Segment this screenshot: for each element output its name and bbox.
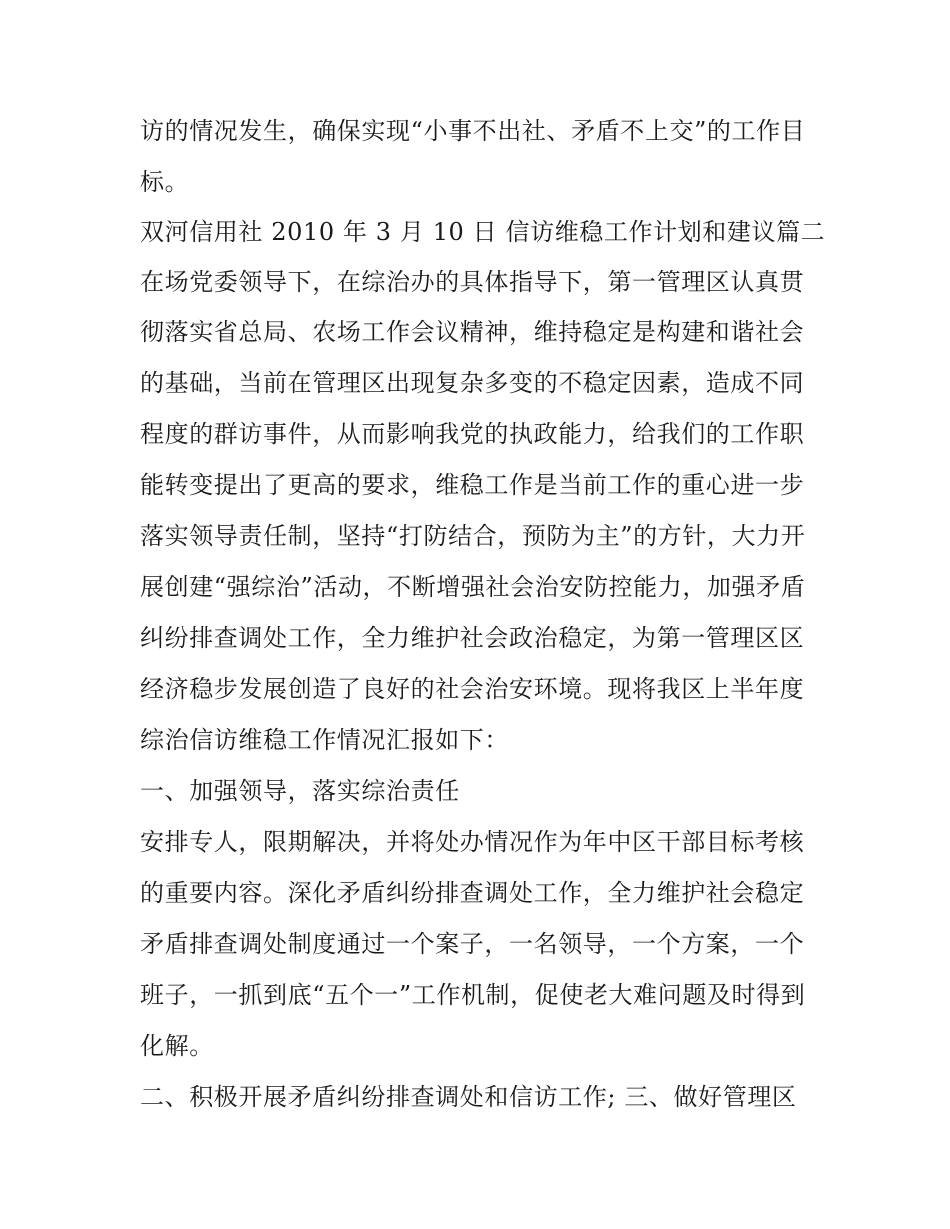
section-heading-leadership: 一、加强领导，落实综治责任 <box>140 777 460 805</box>
text-line-1: 访的情况发生，确保实现“小事不出社、矛盾不上交”的工作目 <box>140 117 806 145</box>
text-line-2: 标。 <box>140 168 190 196</box>
text-line-15: 安排专人，限期解决，并将处办情况作为年中区干部目标考核 <box>140 828 805 856</box>
text-line-4: 在场党委领导下，在综治办的具体指导下，第一管理区认真贯 <box>140 268 805 296</box>
text-line-18: 班子，一抓到底“五个一”工作机制，促使老大难问题及时得到 <box>140 981 806 1009</box>
text-line-19: 化解。 <box>140 1032 214 1060</box>
section-heading-dispute: 二、积极开展矛盾纠纷排查调处和信访工作; 三、做好管理区 <box>140 1083 797 1111</box>
text-line-13: 综治信访维稳工作情况汇报如下： <box>140 726 509 754</box>
text-line-16: 的重要内容。深化矛盾纠纷排查调处工作，全力维护社会稳定 <box>140 879 805 907</box>
document-body <box>140 112 826 1116</box>
text-line-11: 纠纷排查调处工作，全力维护社会政治稳定，为第一管理区区 <box>140 624 805 652</box>
text-line-17: 矛盾排查调处制度通过一个案子，一名领导，一个方案，一个 <box>140 930 805 958</box>
text-line-9: 落实领导责任制，坚持“打防结合，预防为主”的方针，大力开 <box>140 522 806 550</box>
text-line-12: 经济稳步发展创造了良好的社会治安环境。现将我区上半年度 <box>140 675 805 703</box>
text-line-10: 展创建“强综治”活动，不断增强社会治安防控能力，加强矛盾 <box>140 573 806 601</box>
text-line-8: 能转变提出了更高的要求，维稳工作是当前工作的重心进一步 <box>140 471 805 499</box>
section-heading-plan: 双河信用社 2010 年 3 月 10 日 信访维稳工作计划和建议篇二 <box>140 218 826 246</box>
text-line-6: 的基础，当前在管理区出现复杂多变的不稳定因素，造成不同 <box>140 369 805 397</box>
text-line-7: 程度的群访事件，从而影响我党的执政能力，给我们的工作职 <box>140 420 805 448</box>
text-line-5: 彻落实省总局、农场工作会议精神，维持稳定是构建和谐社会 <box>140 318 805 346</box>
